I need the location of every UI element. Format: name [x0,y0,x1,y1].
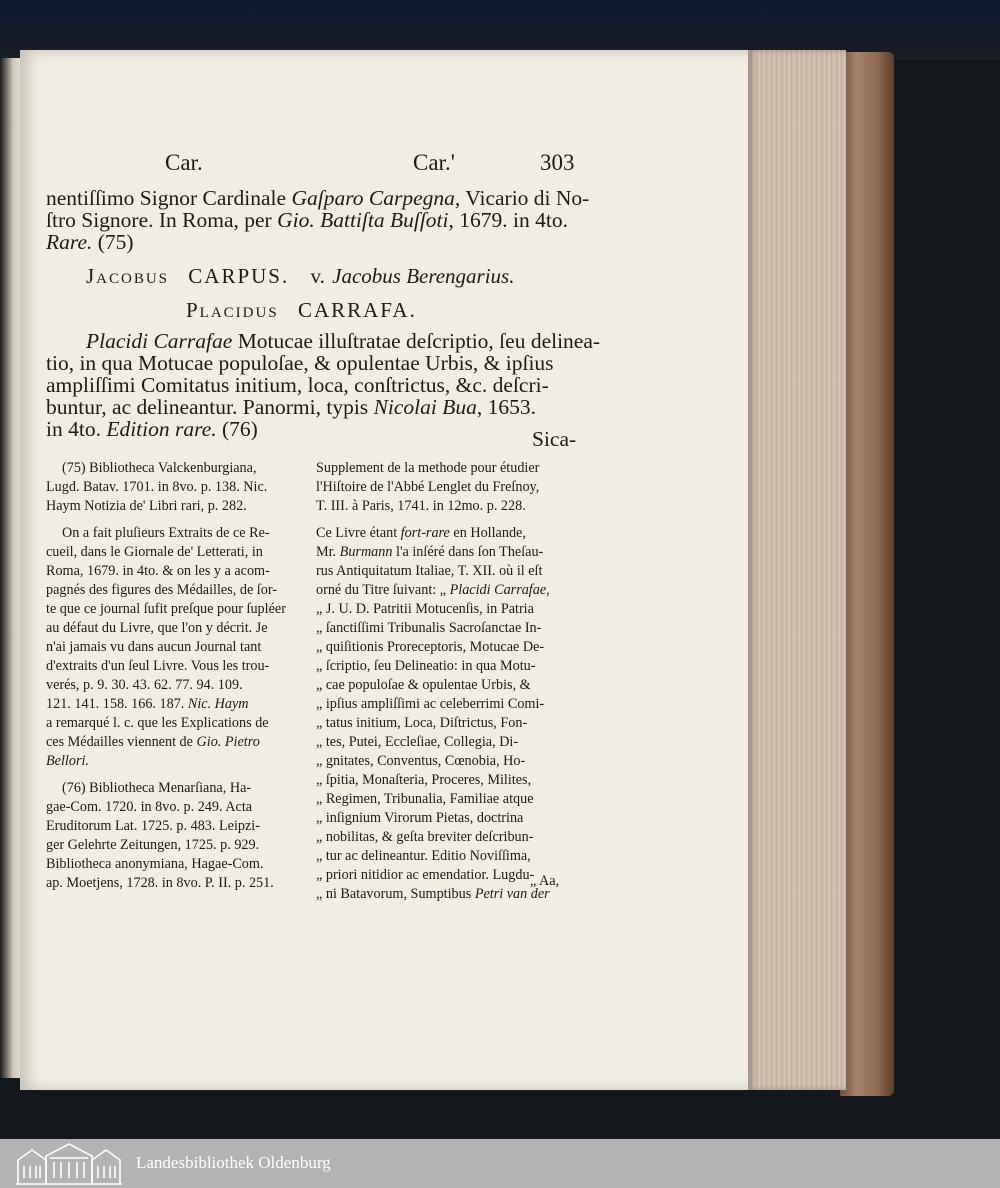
heading-ref-prefix: v. [310,264,325,288]
footnote-line [316,714,527,733]
footnote-line [316,866,534,885]
italic-run: Gio. Battiſta Buſſoti [277,208,449,232]
footnote-line [46,695,249,714]
text-run: Roma, 1679. in 4to. & on les y a acom- [46,563,270,579]
footnote-line [46,543,263,562]
text-run: rus Antiquitatum Italiae, T. XII. où il eſt [316,563,543,579]
italic-run: Placidi Carrafae [86,329,233,353]
footnote-line [316,543,543,562]
text-run: pagnés des figures des Médailles, de ſor- [46,582,277,598]
text-run: l'a inſéré dans ſon Theſau- [392,544,544,560]
text-run: „ tes, Putei, Eccleſiae, Collegia, Di- [316,734,519,750]
text-run: (76) [216,417,258,441]
text-run: Motucae illuſtratae deſcriptio, ſeu delinea- [232,329,601,353]
text-run: ampliſſimi Comitatus initium, loca, conſtrictus, &c. deſcri- [46,373,549,397]
text-run: n'ai jamais vu dans aucun Journal tant [46,639,262,655]
footnote-line [46,752,89,771]
italic-run: Nicolai Bua [373,395,477,419]
italic-run: fort-rare [400,525,450,541]
text-run: l'Hiſtoire de l'Abbé Lenglet du Freſnoy, [316,479,540,495]
text-run: gae-Com. 1720. in 8vo. p. 249. Acta [46,799,253,815]
facing-page-edge [0,58,22,1078]
text-run: „ ipſius ampliſſimi ac celeberrimi Comi- [316,696,545,712]
footnote-line [46,600,286,619]
footnote-line [46,562,270,581]
footnote-line [316,790,534,809]
heading-surname: CARRAFA. [297,298,417,322]
footnote-line [62,459,257,478]
text-run: Mr. [316,544,340,560]
text-run: cueil, dans le Giornale de' Letterati, in [46,544,263,560]
catchword: Sica- [532,427,577,451]
italic-run: Burmann [339,544,393,560]
text-run: , 1653. [476,395,536,419]
text-run: On a fait pluſieurs Extraits de ce Re- [62,525,270,541]
text-run: verés, p. 9. 30. 43. 62. 77. 94. 109. [46,677,243,693]
footnote-line [316,581,550,600]
text-run: en Hollande, [449,525,526,541]
footnote-line [316,828,533,847]
footnote-line [62,524,270,543]
footnote-line [46,714,269,733]
entry-line [46,396,536,418]
text-run: ger Gelehrte Zeitungen, 1725. p. 929. [46,837,260,853]
text-run: Bibliotheca anonymiana, Hagae-Com. [46,856,264,872]
text-run: , 1679. in 4to. [448,208,568,232]
footnote-line [46,657,269,676]
italic-run: Nic. Haym [187,696,249,712]
footnote-line [316,497,526,516]
library-name: Landesbibliothek Oldenburg [136,1153,331,1172]
text-run: te que ce journal ſufit preſque pour ſupléer [46,601,286,617]
footnote-line [316,562,542,581]
text-run: „ Regimen, Tribunalia, Familiae atque [316,791,534,807]
text-run: nentiſſimo Signor Cardinale [46,186,292,210]
footnote-line [316,459,539,478]
text-run: Ce Livre étant [316,525,401,541]
footnote-line [46,581,277,600]
footnote-line [46,478,267,497]
footnote-line [316,478,539,497]
text-run: (75) Bibliotheca Valckenburgiana, [62,460,257,476]
entry-heading-carrafa [186,298,417,323]
main-line [46,187,589,209]
main-line [46,209,568,231]
text-run: „ tur ac delineantur. Editio Noviſſima, [316,848,531,864]
footnote-line [46,855,263,874]
book-cover-edge [840,52,894,1096]
entry-line [46,418,258,440]
footnote-line [316,638,544,657]
text-run: „ J. U. D. Patritii Motucenſis, in Patria [316,601,534,617]
text-run: au défaut du Livre, que l'on y décrit. Je [46,620,268,636]
text-run: T. III. à Paris, 1741. in 12mo. p. 228. [316,498,526,514]
main-line [46,231,134,253]
footnote-line [316,695,544,714]
footnote-line [316,847,531,866]
heading-first-name: Jacobus [86,264,170,288]
footnote-line [316,657,535,676]
entry-line [46,374,549,396]
footnote-line [316,752,525,771]
text-run: (76) Bibliotheca Menarſiana, Ha- [62,780,252,796]
text-run: Haym Notizia de' Libri rari, p. 282. [46,498,247,514]
italic-run: Bellori. [46,753,89,769]
text-run: „ nobilitas, & geſta breviter deſcribun- [316,829,534,845]
footnote-line [316,733,518,752]
text-run: d'extraits d'un ſeul Livre. Vous les trou- [46,658,270,674]
footnote-line [46,619,268,638]
footnote-line [46,874,274,893]
footnote-line [46,638,261,657]
heading-surname: CARPUS. [188,264,290,288]
text-run: orné du Titre ſuivant: „ [316,582,450,598]
text-run: in 4to. [46,417,107,441]
footnote-line [316,676,531,695]
entry-line [86,330,600,352]
text-run: Eruditorum Lat. 1725. p. 483. Leipzi- [46,818,260,834]
text-run: ſtro Signore. In Roma, per [46,208,278,232]
footnote-line [316,619,541,638]
footnote-line [46,676,243,695]
text-run: ces Médailles viennent de [46,734,197,750]
text-run: „ gnitates, Conventus, Cœnobia, Ho- [316,753,526,769]
footnote-line [316,600,534,619]
text-run: „ quiſitionis Proreceptoris, Motucae De- [316,639,545,655]
footnote-line [46,836,259,855]
entry-line [46,352,554,374]
footnote-catchword: „ Aa, [530,873,560,889]
running-header-center: Car.' [413,150,455,175]
heading-cross-reference: Jacobus Berengarius. [332,264,515,288]
text-run: buntur, ac delineantur. Panormi, typis [46,395,374,419]
footnote-line [316,524,526,543]
italic-run: Placidi Carrafae [449,582,547,598]
italic-run: Edition rare. [106,417,217,441]
page-stack-edges [748,50,846,1090]
text-run: (75) [92,230,134,254]
text-run: „ ni Batavorum, Sumptibus [316,886,475,902]
footnote-line [316,885,550,904]
text-run: 121. 141. 158. 166. 187. [46,696,188,712]
entry-heading-carpus [86,264,514,289]
footnote-line [46,497,247,516]
text-run: „ ſcriptio, ſeu Delineatio: in qua Motu- [316,658,536,674]
italic-run: Gio. Pietro [196,734,260,750]
text-run: „ tatus initium, Loca, Diſtrictus, Fon- [316,715,528,731]
text-run: ap. Moetjens, 1728. in 8vo. P. II. p. 251. [46,875,274,891]
text-run: , [546,582,550,598]
text-run: „ cae populoſae & opulentae Urbis, & [316,677,531,693]
page-number: 303 [540,150,575,175]
text-run: , Vicario di No- [454,186,590,210]
footnote-line [46,733,260,752]
text-run: „ inſignium Virorum Pietas, doctrina [316,810,524,826]
text-run: Supplement de la methode pour étudier [316,460,540,476]
footnote-line [316,809,523,828]
italic-run: Gaſparo Carpegna [291,186,455,210]
text-run: „ priori nitidior ac emendatior. Lugdu- [316,867,535,883]
text-run: „ ſpitia, Monaſteria, Proceres, Milites, [316,772,532,788]
text-run: Lugd. Batav. 1701. in 8vo. p. 138. Nic. [46,479,268,495]
footnote-line [46,817,260,836]
footnote-line [46,798,252,817]
italic-run: Rare. [46,230,93,254]
text-run: „ ſanctiſſimi Tribunalis Sacroſanctae In- [316,620,542,636]
text-run: a remarqué l. c. que les Explications de [46,715,269,731]
running-header-left: Car. [165,150,203,175]
footnote-line [316,771,531,790]
library-building-logo-icon [14,1140,124,1186]
text-run: tio, in qua Motucae populoſae, & opulentae Urbis, & ipſius [46,351,554,375]
heading-first-name: Placidus [186,298,279,322]
italic-run: Petri van der [474,886,550,902]
footnote-line [62,779,251,798]
